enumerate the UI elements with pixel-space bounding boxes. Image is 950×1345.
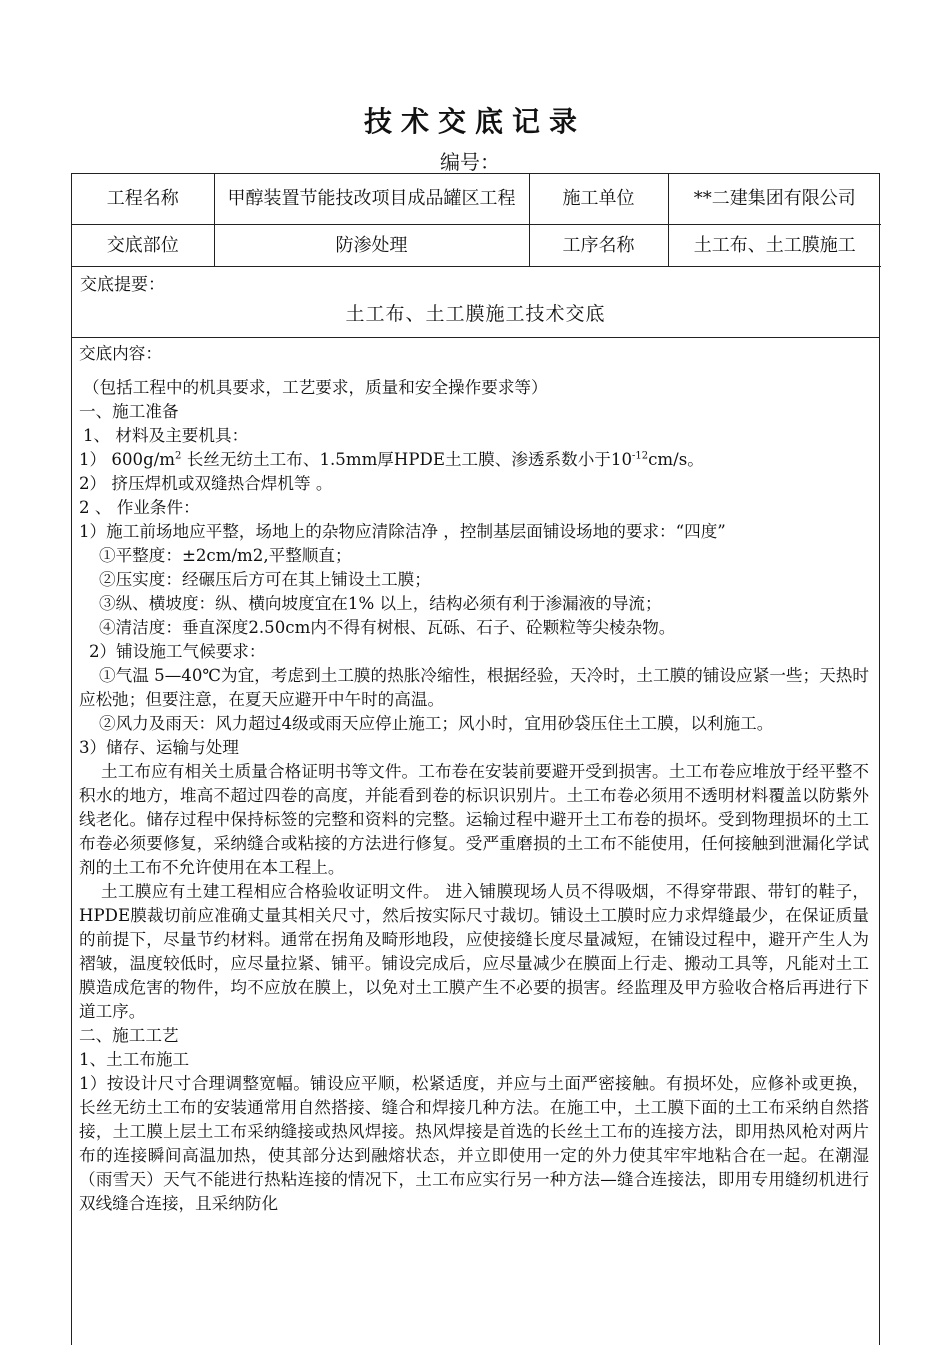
- content-section: [72, 342, 879, 1216]
- geotextile-storage-paragraph: 土工布应有相关土质量合格证明书等文件。工布卷在安装前要避开受到损害。土工布卷应堆放于经平整不积水的地方，堆高不超过四卷的高度，并能看到卷的标识识别片。土工布卷必须用不透明材料覆盖以防紫外线老化。储存过程中保持标签的完整和资料的完整。运输过程中避开土工布卷的损坏。受到物理损坏的土工布卷必须要修复，采纳缝合或粘接的方法进行修复。受严重磨损的土工布不能使用，任何接触到泄漏化学试剂的土工布不允许使用在本工程上。: [79, 762, 869, 877]
- condition-1-cleanliness: ④清洁度：垂直深度2.50cm内不得有树根、瓦砾、石子、砼颗粒等尖棱杂物。: [99, 618, 676, 637]
- section-1-1-heading: 1、 材料及主要机具：: [83, 426, 249, 445]
- section-1-2-heading: 2 、 作业条件：: [79, 498, 200, 517]
- disclosure-form: [71, 173, 880, 1345]
- material-line-1: [79, 448, 869, 472]
- process-value: 土工布、土工膜施工: [668, 225, 881, 267]
- condition-1-flatness: ①平整度：±2cm/m2,平整顺直；: [99, 546, 352, 565]
- info-row-project: [72, 174, 881, 225]
- condition-1-compaction: ②压实度：经碾压后方可在其上铺设土工膜；: [99, 570, 431, 589]
- content-label: 交底内容：: [79, 344, 162, 363]
- summary-label: 交底提要：: [80, 275, 165, 295]
- summary-subject: 土工布、土工膜施工技术交底: [345, 303, 606, 325]
- condition-2-wind-rain: ②风力及雨天：风力超过4级或雨天应停止施工；风小时，宜用砂袋压住土工膜，以利施工。: [99, 714, 774, 733]
- geomembrane-storage-paragraph: 土工膜应有土建工程相应合格验收证明文件。 进入铺膜现场人员不得吸烟，不得穿带跟、带钉的鞋子，HPDE膜裁切前应准确丈量其相关尺寸，然后按实际尺寸裁切。铺设土工膜时应力求焊缝最少，在保证质量的前提下，尽量节约材料。通常在拐角及畸形地段，应使接缝长度尽量减短，在铺设过程中，避开产生人为褶皱，温度较低时，应尽量拉紧、铺平。铺设完成后，应尽量减少在膜面上行走、搬动工具等，凡能对土工膜造成危害的物件，均不应放在膜上，以免对土工膜产生不必要的损害。经监理及甲方验收合格后再进行下道工序。: [79, 882, 869, 1021]
- info-table: [72, 174, 881, 267]
- summary-section: [72, 267, 879, 338]
- material-line-2: 2） 挤压焊机或双缝热合焊机等 。: [79, 474, 333, 493]
- process-label: 工序名称: [529, 225, 668, 267]
- condition-2: 2）铺设施工气候要求：: [89, 642, 266, 661]
- permeability-exponent: -12: [632, 450, 649, 462]
- condition-1: 1）施工前场地应平整，场地上的杂物应清除洁净 ，控制基层面铺设场地的要求：“四度”: [79, 522, 726, 541]
- location-label: 交底部位: [72, 225, 214, 267]
- project-name-value: 甲醇装置节能技改项目成品罐区工程: [214, 174, 529, 225]
- material-unit-sup: 2: [175, 450, 182, 462]
- project-name-label: 工程名称: [72, 174, 214, 225]
- document-number-label: 编号：: [440, 150, 500, 174]
- contractor-value: **二建集团有限公司: [668, 174, 881, 225]
- content-intro: （包括工程中的机具要求，工艺要求，质量和安全操作要求等）: [83, 378, 548, 397]
- material-line-1-a: 1） 600g/m: [79, 450, 176, 469]
- location-value: 防渗处理: [214, 225, 529, 267]
- contractor-label: 施工单位: [529, 174, 668, 225]
- geotextile-construction-paragraph: 1）按设计尺寸合理调整宽幅。铺设应平顺，松紧适度，并应与土面严密接触。有损坏处，应修补或更换，长丝无纺土工布的安装通常用自然搭接、缝合和焊接几种方法。在施工中，土工膜下面的土工布采纳自然搭接，土工膜上层土工布采纳缝接或热风焊接。热风焊接是首选的长丝土工布的连接方法，即用热风枪对两片布的连接瞬间高温加热，使其部分达到融熔状态，并立即使用一定的外力使其牢牢地粘合在一起。在潮湿（雨雪天）天气不能进行热粘连接的情况下，土工布应实行另一种方法—缝合连接法，即用专用缝纫机进行双线缝合连接，且采纳防化: [79, 1074, 869, 1213]
- document-title: 技术交底记录: [363, 105, 586, 138]
- section-2-1-heading: 1、土工布施工: [79, 1050, 190, 1069]
- condition-2-temperature: ①气温 5—40℃为宜，考虑到土工膜的热胀冷缩性，根据经验，天冷时，土工膜的铺设应紧一些；天热时应松弛；但要注意，在夏天应避开中午时的高温。: [79, 666, 869, 709]
- condition-3: 3）储存、运输与处理: [79, 738, 239, 757]
- material-line-1-c: cm/s。: [648, 450, 704, 469]
- section-2-heading: 二、施工工艺: [79, 1026, 179, 1045]
- section-1-heading: 一、施工准备: [79, 402, 179, 421]
- condition-1-slope: ③纵、横坡度：纵、横向坡度宜在1% 以上，结构必须有利于渗漏液的导流；: [99, 594, 662, 613]
- info-row-location: [72, 225, 881, 267]
- material-line-1-b: 长丝无纺土工布、1.5mm厚HPDE土工膜、渗透系数小于10: [181, 450, 633, 469]
